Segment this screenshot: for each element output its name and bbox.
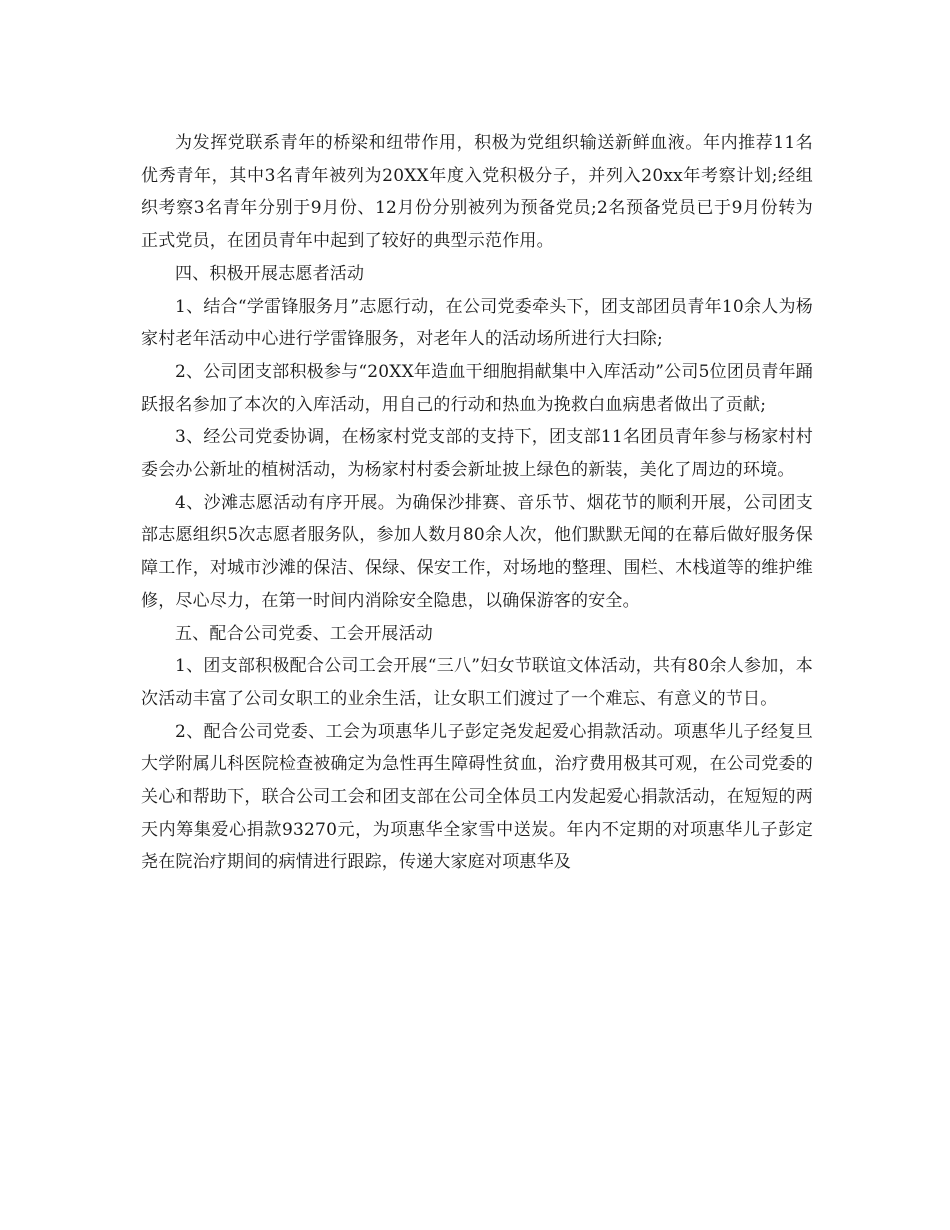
paragraph-cooperation-1: 1、团支部积极配合公司工会开展“三八”妇女节联谊文体活动，共有80余人参加，本次活动丰富了公司女职工的业余生活，让女职工们渡过了一个难忘、有意义的节日。 [141,656,813,709]
paragraph-volunteer-3: 3、经公司党委协调，在杨家村党支部的支持下，团支部11名团员青年参与杨家村村委会办公新址的植树活动，为杨家村村委会新址披上绿色的新装，美化了周边的环境。 [141,427,813,481]
paragraph-volunteer-4: 4、沙滩志愿活动有序开展。为确保沙排赛、音乐节、烟花节的顺利开展，公司团支部志愿组织5次志愿者服务队，参加人数月80余人次，他们默默无闻的在幕后做好服务保障工作，对城市沙滩的保洁、保绿、保安工作，对场地的整理、围栏、木栈道等的维护维修，尽心尽力，在第一时间内消除安全隐患，以确保游客的安全。 [141,492,813,611]
section-heading-cooperation: 五、配合公司党委、工会开展活动 [175,623,433,644]
document-body [141,127,813,879]
paragraph-volunteer-2: 2、公司团支部积极参与“20XX年造血干细胞捐献集中入库活动”公司5位团员青年踊跃报名参加了本次的入库活动，用自己的行动和热血为挽救白血病患者做出了贡献; [141,361,813,415]
paragraph-party-recommendation: 为发挥党联系青年的桥梁和纽带作用，积极为党组织输送新鲜血液。年内推荐11名优秀青年，其中3名青年被列为20XX年度入党积极分子，并列入20xx年考察计划;经组织考察3名青年分别于9月份、12月份分别被列为预备党员;2名预备党员已于9月份转为正式党员，在团员青年中起到了较好的典型示范作用。 [141,133,813,252]
paragraph-volunteer-1: 1、结合“学雷锋服务月”志愿行动，在公司党委牵头下，团支部团员青年10余人为杨家村老年活动中心进行学雷锋服务，对老年人的活动场所进行大扫除; [141,296,813,350]
section-heading-volunteer: 四、积极开展志愿者活动 [175,263,365,284]
paragraph-cooperation-2: 2、配合公司党委、工会为项惠华儿子彭定尧发起爱心捐款活动。项惠华儿子经复旦大学附属儿科医院检查被确定为急性再生障碍性贫血，治疗费用极其可观，在公司党委的关心和帮助下，联合公司工会和团支部在公司全体员工内发起爱心捐款活动，在短短的两天内筹集爱心捐款93270元，为项惠华全家雪中送炭。年内不定期的对项惠华儿子彭定尧在院治疗期间的病情进行跟踪，传递大家庭对项惠华及 [141,721,813,873]
